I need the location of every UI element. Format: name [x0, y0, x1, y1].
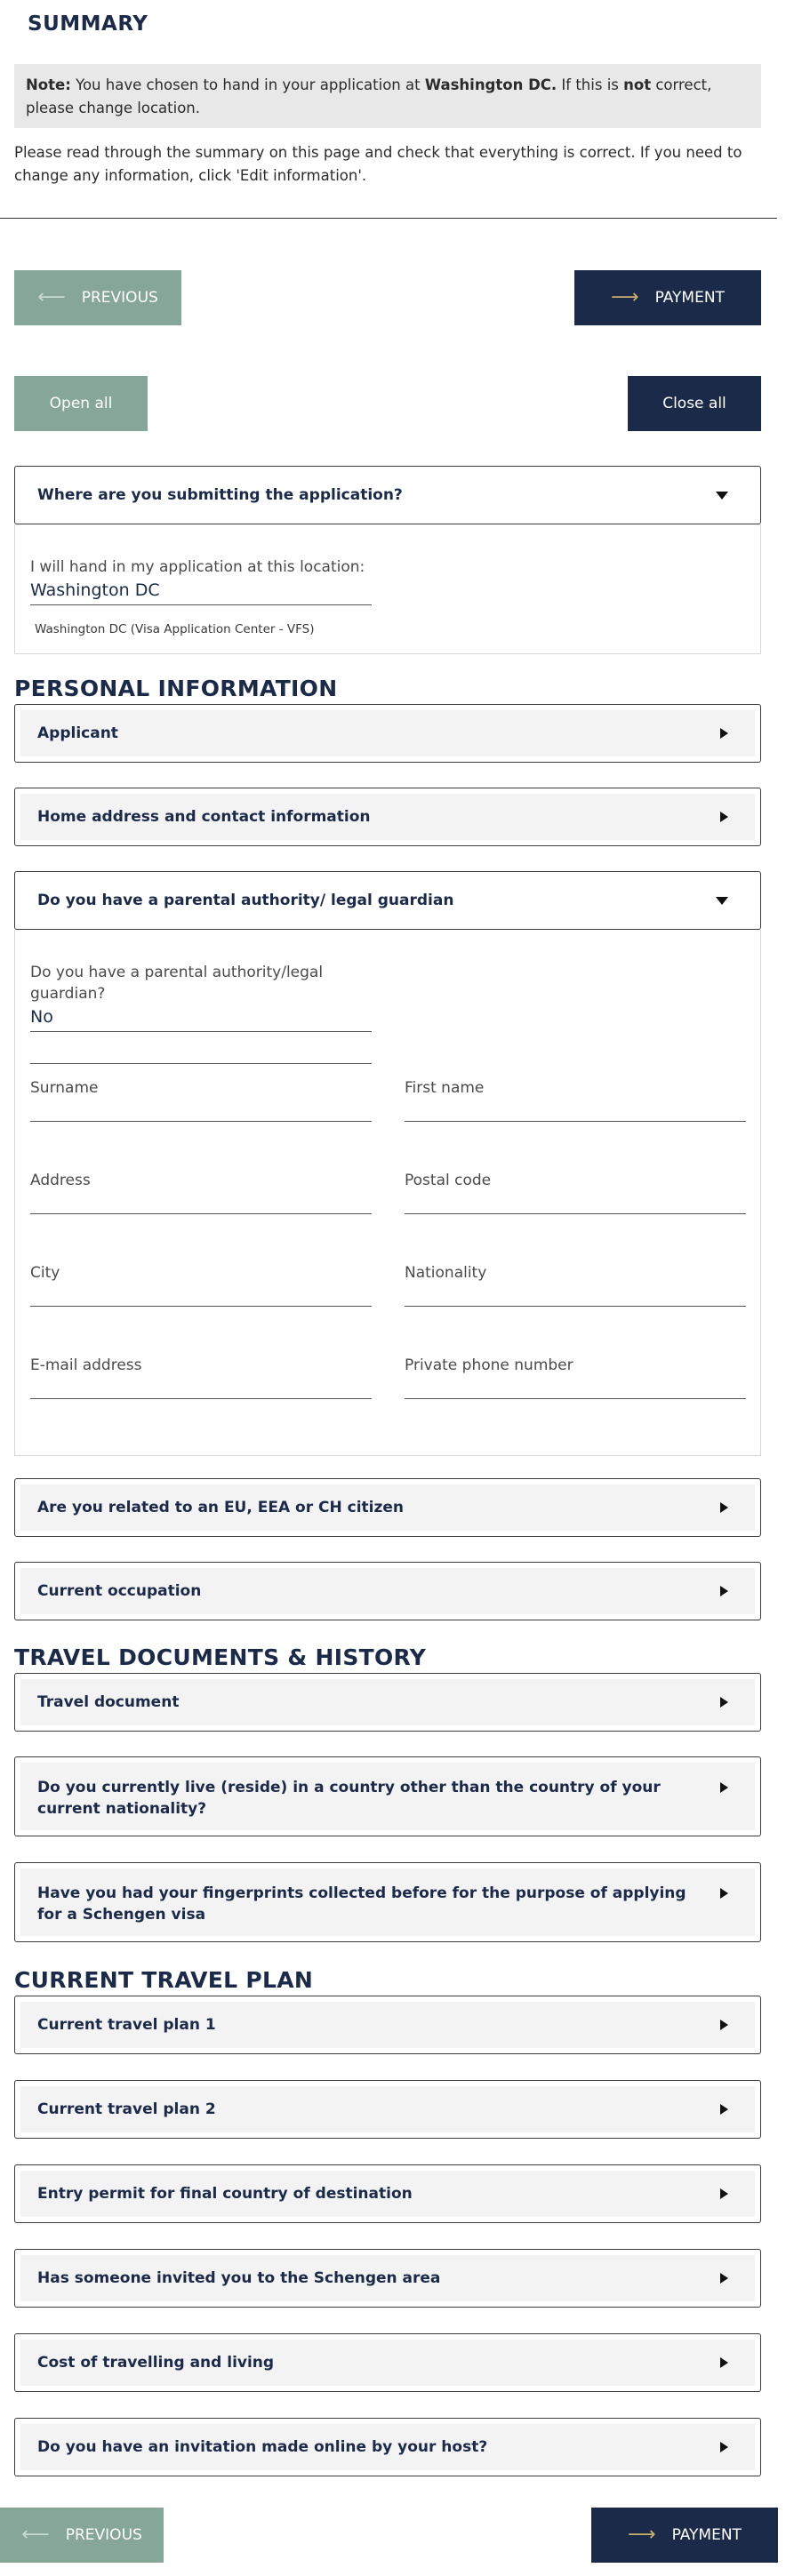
caret-right-icon — [720, 2104, 728, 2115]
payment-label: PAYMENT — [654, 289, 725, 307]
field-underline — [30, 1306, 372, 1307]
first-name-label: First name — [405, 1079, 485, 1097]
accordion-eu-related[interactable] — [14, 1478, 761, 1537]
surname-field — [30, 1077, 372, 1099]
accordion-travel-plan-2[interactable] — [14, 2080, 761, 2139]
arrow-left-icon: ⟵ — [21, 2524, 50, 2546]
email-label: E-mail address — [30, 1356, 142, 1374]
accordion-travel-plan-2-label: Current travel plan 2 — [37, 2100, 216, 2118]
postal-code-label: Postal code — [405, 1172, 492, 1189]
surname-label: Surname — [30, 1079, 99, 1097]
caret-right-icon — [720, 2188, 728, 2199]
guardian-panel — [14, 930, 761, 1456]
caret-right-icon — [720, 1586, 728, 1596]
intro-text: Please read through the summary on this page and check that everything is correct. If you need to change any information, click 'Edit information'. — [14, 144, 742, 184]
field-underline — [30, 1063, 372, 1064]
note-location: Washington DC. — [424, 76, 557, 93]
note-text-3: correct, please change location. — [26, 76, 712, 116]
note-text-2: If this is — [557, 76, 624, 93]
field-underline — [30, 1213, 372, 1214]
guardian-answer-value: No — [30, 1007, 53, 1027]
accordion-guardian[interactable] — [14, 871, 761, 930]
accordion-travel-document[interactable] — [14, 1673, 761, 1732]
phone-label: Private phone number — [405, 1356, 573, 1374]
open-all-button[interactable]: Open all — [14, 376, 148, 431]
accordion-fingerprints-label: Have you had your fingerprints collected before for the purpose of applying for a Schengen visa — [37, 1884, 686, 1924]
arrow-right-icon: ⟶ — [611, 286, 639, 308]
accordion-eu-related-label: Are you related to an EU, EEA or CH citizen — [37, 1499, 405, 1516]
accordion-reside[interactable] — [14, 1756, 761, 1836]
accordion-entry-permit-label: Entry permit for final country of destination — [37, 2185, 413, 2203]
caret-down-icon — [716, 897, 728, 905]
accordion-travel-document-label: Travel document — [37, 1693, 180, 1711]
submission-location-field — [30, 556, 372, 601]
accordion-cost[interactable] — [14, 2333, 761, 2392]
payment-button-top[interactable] — [574, 270, 761, 325]
city-label: City — [30, 1264, 60, 1282]
caret-right-icon — [720, 1697, 728, 1708]
address-field — [30, 1170, 372, 1191]
accordion-invited[interactable] — [14, 2249, 761, 2308]
arrow-left-icon: ⟵ — [37, 286, 66, 308]
nationality-field — [405, 1262, 746, 1284]
field-underline — [405, 1121, 746, 1122]
field-underline — [30, 1121, 372, 1122]
submission-location-label: I will hand in my application at this location: — [30, 558, 365, 576]
city-field — [30, 1262, 372, 1284]
nationality-label: Nationality — [405, 1264, 487, 1282]
accordion-fingerprints[interactable] — [14, 1862, 761, 1942]
previous-label: PREVIOUS — [65, 2526, 142, 2544]
field-underline — [30, 604, 372, 605]
section-travel-documents: TRAVEL DOCUMENTS & HISTORY — [14, 1644, 427, 1670]
accordion-travel-plan-1-label: Current travel plan 1 — [37, 2016, 216, 2034]
arrow-right-icon: ⟶ — [628, 2524, 656, 2546]
caret-right-icon — [720, 1502, 728, 1513]
payment-label: PAYMENT — [671, 2526, 742, 2544]
caret-right-icon — [720, 2442, 728, 2452]
note-label: Note: — [26, 76, 71, 93]
field-underline — [30, 1031, 372, 1032]
divider — [0, 218, 777, 219]
accordion-invitation-online[interactable] — [14, 2418, 761, 2476]
email-field — [30, 1355, 372, 1376]
address-label: Address — [30, 1172, 91, 1189]
accordion-occupation-label: Current occupation — [37, 1582, 202, 1600]
accordion-occupation[interactable] — [14, 1562, 761, 1620]
note-text-1: You have chosen to hand in your application at — [70, 76, 425, 93]
caret-right-icon — [720, 2357, 728, 2368]
close-all-button[interactable]: Close all — [628, 376, 761, 431]
accordion-invited-label: Has someone invited you to the Schengen area — [37, 2269, 441, 2287]
submission-detail: Washington DC (Visa Application Center - VFS) — [35, 622, 315, 636]
previous-button-top[interactable] — [14, 270, 181, 325]
page-title: SUMMARY — [28, 12, 148, 36]
guardian-question-field — [30, 962, 372, 1028]
caret-right-icon — [720, 1888, 728, 1899]
accordion-applicant[interactable] — [14, 704, 761, 763]
field-underline — [30, 1398, 372, 1399]
accordion-home-address-label: Home address and contact information — [37, 808, 371, 826]
note-not: not — [623, 76, 652, 93]
field-underline — [405, 1398, 746, 1399]
accordion-guardian-label: Do you have a parental authority/ legal guardian — [37, 892, 454, 909]
caret-right-icon — [720, 812, 728, 822]
section-current-travel-plan: CURRENT TRAVEL PLAN — [14, 1967, 314, 1993]
accordion-travel-plan-1[interactable] — [14, 1996, 761, 2054]
submission-location-value: Washington DC — [30, 580, 160, 600]
location-note — [14, 64, 761, 128]
section-personal-information: PERSONAL INFORMATION — [14, 676, 338, 701]
submission-panel — [14, 524, 761, 654]
accordion-cost-label: Cost of travelling and living — [37, 2354, 275, 2372]
caret-right-icon — [720, 2020, 728, 2030]
accordion-applicant-label: Applicant — [37, 724, 118, 742]
accordion-submission[interactable] — [14, 466, 761, 524]
accordion-entry-permit[interactable] — [14, 2164, 761, 2223]
caret-right-icon — [720, 2273, 728, 2284]
accordion-invitation-online-label: Do you have an invitation made online by your host? — [37, 2438, 488, 2456]
accordion-home-address[interactable] — [14, 788, 761, 846]
caret-right-icon — [720, 1782, 728, 1793]
accordion-reside-label: Do you currently live (reside) in a country other than the country of your current nationality? — [37, 1779, 661, 1818]
postal-code-field — [405, 1170, 746, 1191]
field-underline — [405, 1306, 746, 1307]
payment-button-bottom[interactable] — [591, 2508, 778, 2563]
caret-right-icon — [720, 728, 728, 739]
phone-field — [405, 1355, 746, 1376]
accordion-submission-label: Where are you submitting the application? — [37, 486, 403, 504]
field-underline — [405, 1213, 746, 1214]
previous-label: PREVIOUS — [81, 289, 158, 307]
caret-down-icon — [716, 492, 728, 500]
first-name-field — [405, 1077, 746, 1099]
previous-button-bottom[interactable] — [0, 2508, 164, 2563]
guardian-question-label: Do you have a parental authority/legal guardian? — [30, 964, 324, 1003]
